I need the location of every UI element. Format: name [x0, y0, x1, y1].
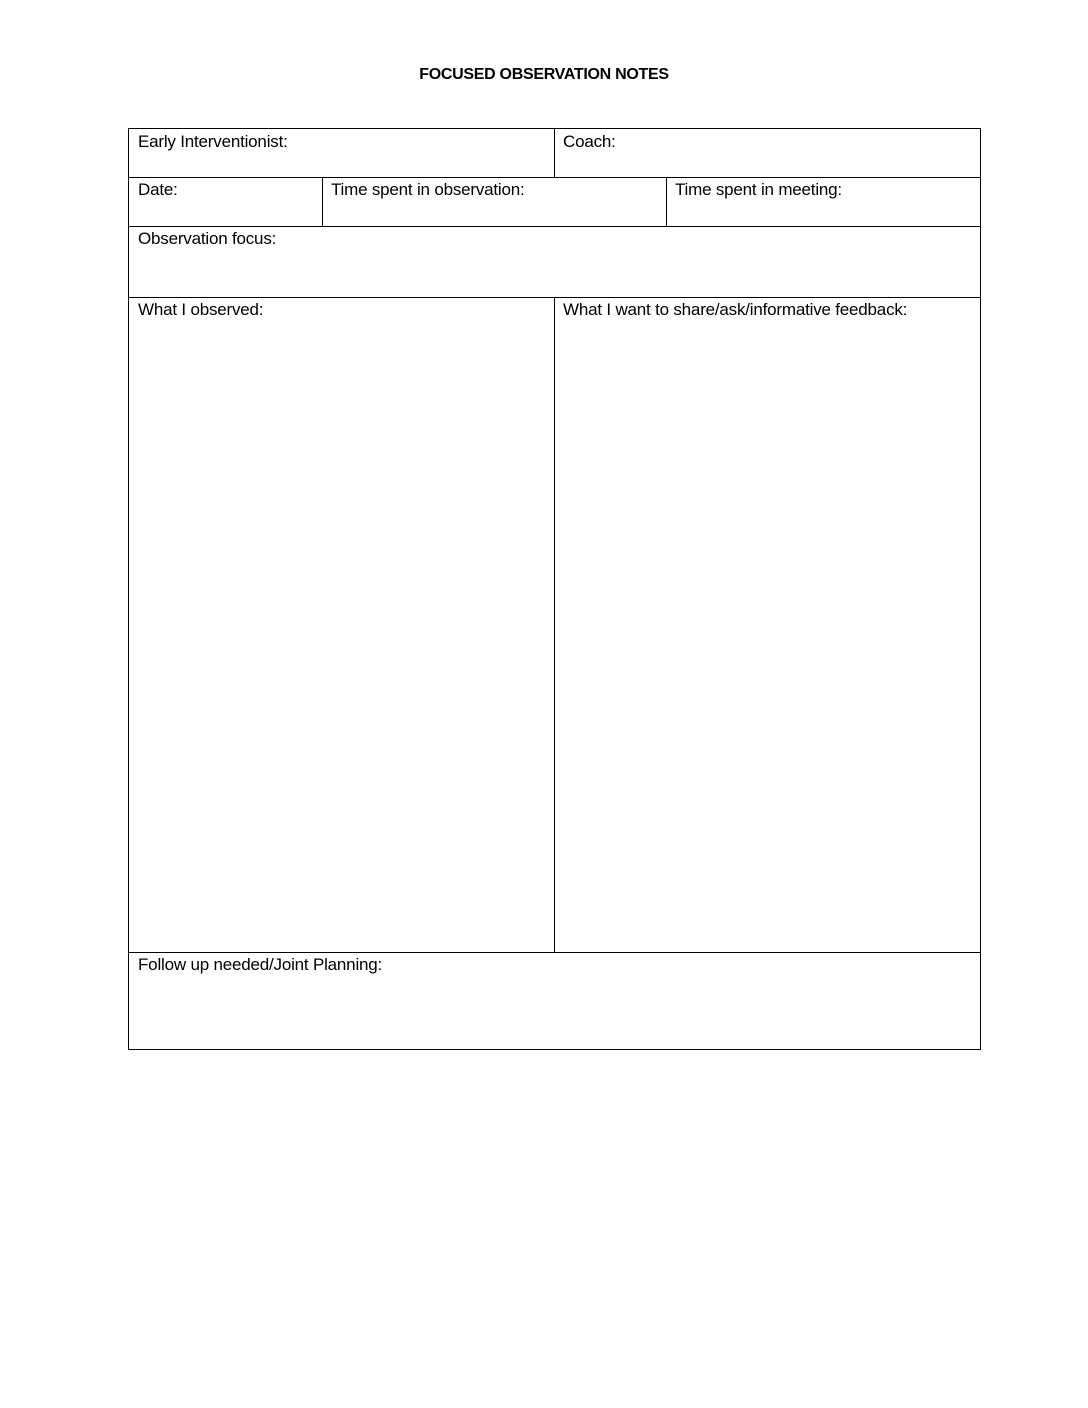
- time-meeting-field[interactable]: [666, 177, 980, 226]
- what-observed-label: What I observed:: [138, 300, 264, 319]
- share-feedback-label: What I want to share/ask/informative feedback:: [563, 300, 908, 319]
- early-interventionist-label: Early Interventionist:: [138, 132, 288, 151]
- time-observation-label: Time spent in observation:: [331, 180, 525, 199]
- time-meeting-label: Time spent in meeting:: [675, 180, 842, 199]
- document-title: FOCUSED OBSERVATION NOTES: [419, 66, 669, 83]
- coach-label: Coach:: [563, 132, 616, 151]
- observation-focus-label: Observation focus:: [138, 229, 277, 248]
- what-observed-field[interactable]: [129, 297, 554, 952]
- observation-form: [128, 128, 981, 1050]
- observation-focus-field[interactable]: [129, 226, 980, 297]
- share-feedback-field[interactable]: [554, 297, 980, 952]
- follow-up-field[interactable]: [129, 952, 980, 1048]
- coach-field[interactable]: [554, 129, 980, 177]
- follow-up-label: Follow up needed/Joint Planning:: [138, 955, 383, 974]
- date-field[interactable]: [129, 177, 322, 226]
- early-interventionist-field[interactable]: [129, 129, 554, 177]
- time-observation-field[interactable]: [322, 177, 666, 226]
- date-label: Date:: [138, 180, 178, 199]
